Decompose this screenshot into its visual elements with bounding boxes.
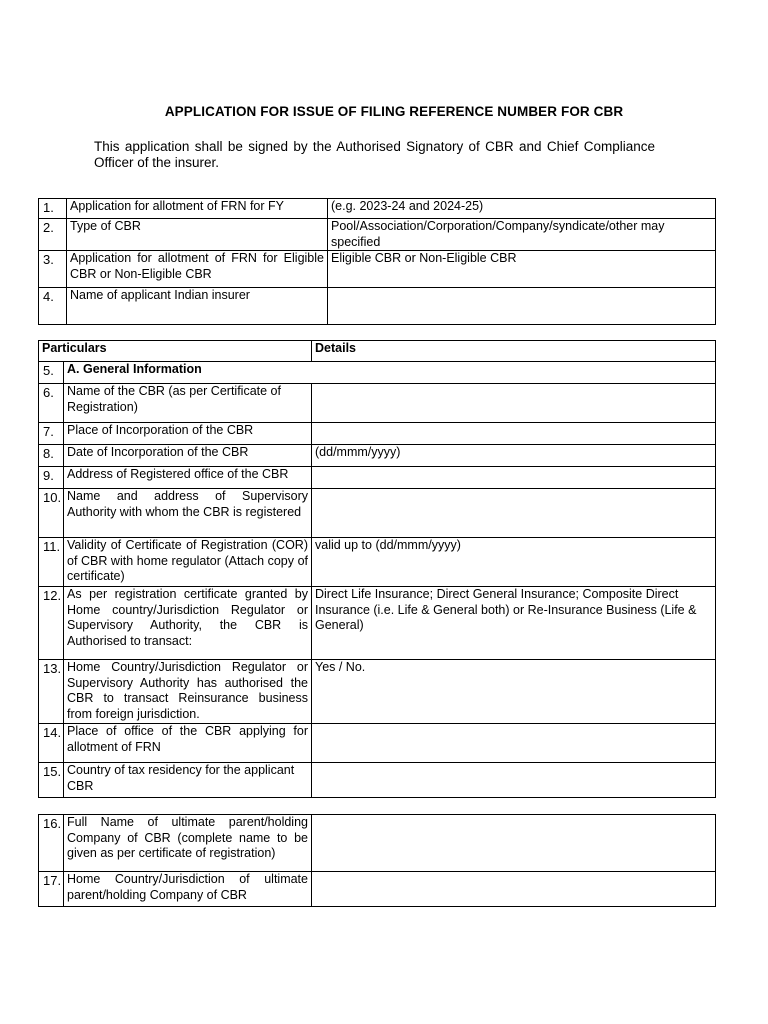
table-row [39, 445, 716, 467]
row-label: Home Country/Jurisdiction Regulator or Supervisory Authority has authorised the CBR to transact Reinsurance business from foreign jurisdiction. [64, 660, 312, 724]
row-number: 3. [39, 251, 67, 288]
table-row [39, 251, 716, 288]
table-row [39, 288, 716, 325]
row-label: Application for allotment of FRN for FY [67, 199, 328, 219]
row-detail[interactable] [312, 467, 716, 489]
intro-text: This application shall be signed by the Authorised Signatory of CBR and Chief Compliance Officer of the insurer. [94, 139, 655, 170]
particulars-table [38, 340, 716, 798]
section-row [39, 362, 716, 384]
row-detail[interactable]: Direct Life Insurance; Direct General Insurance; Composite Direct Insurance (i.e. Life & General both) or Re-Insurance Business (Life & General) [312, 587, 716, 660]
row-label: Full Name of ultimate parent/holding Company of CBR (complete name to be given as per certificate of registration) [64, 815, 312, 872]
row-label: Country of tax residency for the applicant CBR [64, 763, 312, 798]
table-row [39, 763, 716, 798]
row-number: 14. [39, 724, 64, 763]
table-row [39, 199, 716, 219]
row-detail[interactable] [328, 288, 716, 325]
row-label: Place of Incorporation of the CBR [64, 423, 312, 445]
table-row [39, 538, 716, 587]
row-number: 5. [39, 362, 64, 384]
row-detail[interactable] [312, 815, 716, 872]
row-detail[interactable] [312, 724, 716, 763]
row-number: 7. [39, 423, 64, 445]
row-label: Type of CBR [67, 219, 328, 251]
row-detail[interactable] [312, 489, 716, 538]
table-row [39, 587, 716, 660]
table-row [39, 724, 716, 763]
table-header-row [39, 341, 716, 362]
row-number: 15. [39, 763, 64, 798]
row-label: Date of Incorporation of the CBR [64, 445, 312, 467]
row-detail[interactable]: valid up to (dd/mmm/yyyy) [312, 538, 716, 587]
row-number: 9. [39, 467, 64, 489]
parent-company-table [38, 814, 716, 907]
row-label: Application for allotment of FRN for Eligible CBR or Non-Eligible CBR [67, 251, 328, 288]
row-detail[interactable]: Eligible CBR or Non-Eligible CBR [328, 251, 716, 288]
row-label: Address of Registered office of the CBR [64, 467, 312, 489]
table-row [39, 815, 716, 872]
row-detail[interactable]: Yes / No. [312, 660, 716, 724]
header-details: Details [312, 341, 716, 362]
row-number: 10. [39, 489, 64, 538]
row-label: Name of the CBR (as per Certificate of Registration) [64, 384, 312, 423]
row-number: 17. [39, 872, 64, 907]
row-detail[interactable] [312, 872, 716, 907]
header-particulars: Particulars [39, 341, 312, 362]
row-number: 16. [39, 815, 64, 872]
row-label: As per registration certificate granted by Home country/Jurisdiction Regulator or Supervisory Authority, the CBR is Authorised to transact: [64, 587, 312, 660]
row-number: 1. [39, 199, 67, 219]
row-number: 4. [39, 288, 67, 325]
row-detail[interactable]: (dd/mmm/yyyy) [312, 445, 716, 467]
applicant-table [38, 198, 716, 325]
table-row [39, 423, 716, 445]
row-detail[interactable] [312, 423, 716, 445]
row-number: 12. [39, 587, 64, 660]
row-number: 8. [39, 445, 64, 467]
row-label: Name of applicant Indian insurer [67, 288, 328, 325]
table-row [39, 489, 716, 538]
row-number: 13. [39, 660, 64, 724]
table-row [39, 219, 716, 251]
table-row [39, 467, 716, 489]
row-detail[interactable]: Pool/Association/Corporation/Company/syndicate/other may specified [328, 219, 716, 251]
table-row [39, 384, 716, 423]
row-detail[interactable]: (e.g. 2023-24 and 2024-25) [328, 199, 716, 219]
row-number: 6. [39, 384, 64, 423]
row-label: Home Country/Jurisdiction of ultimate parent/holding Company of CBR [64, 872, 312, 907]
table-row [39, 872, 716, 907]
row-label: Name and address of Supervisory Authority with whom the CBR is registered [64, 489, 312, 538]
section-heading: A. General Information [64, 362, 716, 384]
row-detail[interactable] [312, 763, 716, 798]
row-number: 11. [39, 538, 64, 587]
row-label: Validity of Certificate of Registration (COR) of CBR with home regulator (Attach copy of certificate) [64, 538, 312, 587]
form-title: APPLICATION FOR ISSUE OF FILING REFERENCE NUMBER FOR CBR [164, 104, 624, 119]
row-label: Place of office of the CBR applying for allotment of FRN [64, 724, 312, 763]
row-number: 2. [39, 219, 67, 251]
row-detail[interactable] [312, 384, 716, 423]
table-row [39, 660, 716, 724]
